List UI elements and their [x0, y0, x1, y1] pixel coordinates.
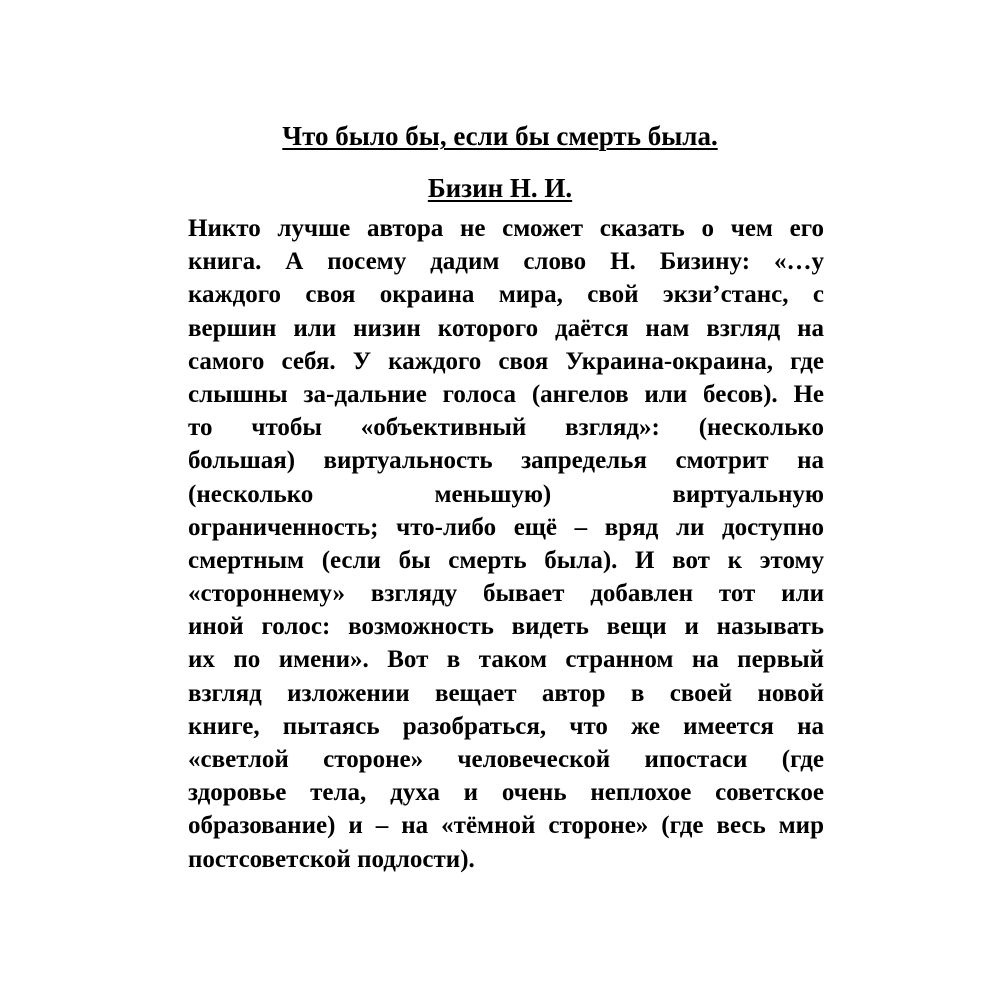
body-line: вершин или низин которого даётся нам взгляд на: [188, 314, 824, 342]
body-line: взгляд изложении вещает автор в своей новой: [188, 679, 824, 707]
body-line: иной голос: возможность видеть вещи и называть: [188, 613, 824, 641]
body-line: слышны за-дальние голоса (ангелов или бесов). Не: [188, 380, 824, 408]
body-line: книга. А посему дадим слово Н. Бизину: «…у: [188, 248, 824, 276]
body-line: смертным (если бы смерть была). И вот к этому: [188, 546, 824, 574]
body-line: самого себя. У каждого своя Украина-окраина, где: [188, 347, 824, 375]
document-author: Бизин Н. И.: [427, 173, 573, 203]
body-line: ограниченность; что-либо ещё – вряд ли доступно: [188, 513, 824, 541]
body-line: «светлой стороне» человеческой ипостаси (где: [188, 746, 824, 773]
body-line: то чтобы «объективный взгляд»: (несколько: [188, 414, 824, 442]
body-line: их по имени». Вот в таком странном на первый: [188, 646, 824, 674]
body-line: (несколько меньшую) виртуальную: [188, 480, 824, 508]
body-line: образование) и – на «тёмной стороне» (где весь мир: [188, 812, 824, 840]
body-line: большая) виртуальность запределья смотрит на: [188, 447, 824, 475]
document-body: [188, 212, 824, 876]
body-line: здоровье тела, духа и очень неплохое советское: [188, 779, 824, 807]
body-line: «стороннему» взгляду бывает добавлен тот или: [188, 580, 824, 608]
body-line: постсоветской подлости).: [188, 845, 475, 873]
body-line: каждого своя окраина мира, свой экзи’станс, с: [188, 281, 824, 309]
body-line: Никто лучше автора не сможет сказать о чем его: [188, 215, 824, 242]
document-title: Что было бы, если бы смерть была.: [282, 121, 718, 151]
body-line: книге, пытаясь разобраться, что же имеется на: [188, 712, 824, 740]
